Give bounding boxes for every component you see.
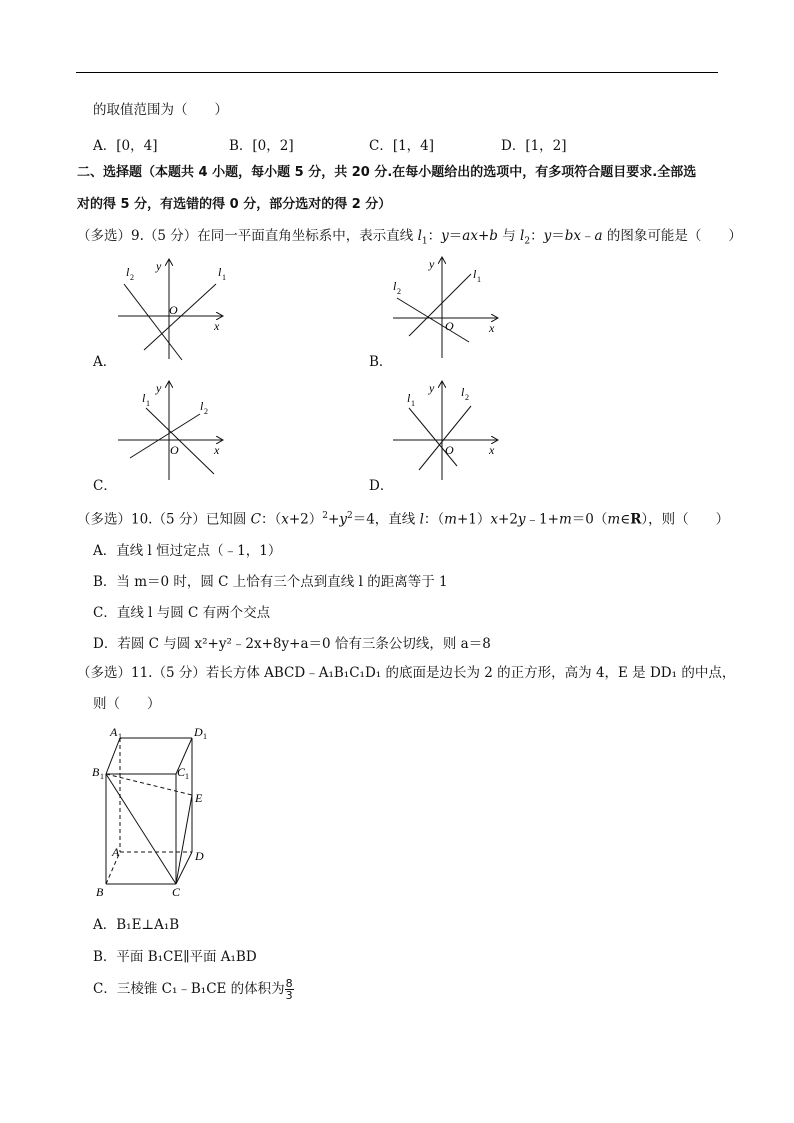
svg-text:l: l xyxy=(126,265,130,279)
svg-text:2: 2 xyxy=(130,273,134,282)
q9-graph-d xyxy=(389,378,509,483)
line-l1 xyxy=(144,284,216,350)
svg-text:E: E xyxy=(195,791,203,805)
svg-text:l: l xyxy=(473,267,477,281)
svg-text:x: x xyxy=(489,443,495,457)
q8-option-d[interactable]: D．[1，2] xyxy=(501,138,567,154)
q8-option-b[interactable]: B．[0，2] xyxy=(229,138,294,154)
svg-text:y: y xyxy=(429,381,435,395)
line-l2 xyxy=(124,284,182,360)
segment-B1C xyxy=(106,774,176,884)
q11-option-c[interactable] xyxy=(93,977,294,1001)
q10-option-d[interactable]: D．若圆 C 与圆 x²+y²﹣2x+8y+a＝0 恰有三条公切线，则 a＝8 xyxy=(93,636,491,652)
q9-option-c[interactable]: C． xyxy=(93,478,117,494)
q9-stem-prefix: （多选）9.（5 分）在同一平面直角坐标系中，表示直线 xyxy=(77,228,418,244)
line-l1 xyxy=(409,274,471,336)
section2-heading-line2: 对的得 5 分，有选错的得 0 分，部分选对的得 2 分） xyxy=(77,197,392,212)
svg-text:y: y xyxy=(156,381,162,395)
q10-option-c[interactable]: C．直线 l 与圆 C 有两个交点 xyxy=(93,605,271,621)
svg-text:1: 1 xyxy=(411,399,415,408)
line-l2 xyxy=(130,414,200,458)
q9-option-b[interactable]: B． xyxy=(369,354,393,370)
q11-stem-line1: （多选）11.（5 分）若长方体 ABCD﹣A₁B₁C₁D₁ 的底面是边长为 2 的正方形，高为 4，E 是 DD₁ 的中点， xyxy=(77,665,736,681)
section2-heading-line1: 二、选择题（本题共 4 小题，每小题 5 分，共 20 分.在每小题给出的选项中，有多项符合题目要求.全部选 xyxy=(77,165,697,180)
svg-text:C: C xyxy=(177,765,186,779)
svg-text:l: l xyxy=(407,391,411,405)
svg-text:l: l xyxy=(393,279,397,293)
q9-graph-a xyxy=(112,254,232,364)
q9-option-d[interactable]: D． xyxy=(369,478,394,494)
svg-text:B: B xyxy=(96,885,104,899)
svg-text:A: A xyxy=(112,845,120,859)
line-l2 xyxy=(419,406,471,470)
svg-text:y: y xyxy=(429,257,435,271)
q9-graph-c xyxy=(112,378,232,483)
q10-stem-prefix: （多选）10.（5 分）已知圆 xyxy=(77,511,251,528)
svg-text:x: x xyxy=(489,321,495,335)
q9-option-a[interactable]: A． xyxy=(93,354,117,370)
cuboid-figure xyxy=(88,722,218,902)
svg-text:2: 2 xyxy=(465,393,469,402)
q11-option-c-text: C．三棱锥 C₁﹣B₁CE 的体积为 xyxy=(93,981,285,997)
svg-text:1: 1 xyxy=(118,732,122,741)
svg-text:1: 1 xyxy=(185,772,189,781)
line-l1 xyxy=(409,408,457,466)
q11-option-b[interactable]: B．平面 B₁CE∥平面 A₁BD xyxy=(93,949,257,965)
q8-option-c[interactable]: C．[1，4] xyxy=(369,138,435,154)
svg-text:O: O xyxy=(170,443,179,457)
svg-text:l: l xyxy=(200,399,204,413)
svg-text:O: O xyxy=(169,303,178,317)
q8-stem-tail: 的取值范围为（ ） xyxy=(93,102,228,118)
svg-text:2: 2 xyxy=(397,287,401,296)
svg-text:A: A xyxy=(110,725,118,739)
svg-text:C: C xyxy=(172,885,181,899)
svg-text:l: l xyxy=(218,265,222,279)
q11-option-a[interactable]: A．B₁E⊥A₁B xyxy=(93,917,180,933)
svg-text:1: 1 xyxy=(203,732,207,741)
fraction-denominator: 3 xyxy=(285,989,293,1002)
q11-stem-line2: 则（ ） xyxy=(93,696,161,712)
svg-text:O: O xyxy=(445,319,454,333)
fraction-8-3 xyxy=(285,978,294,1001)
svg-text:2: 2 xyxy=(204,407,208,416)
svg-text:1: 1 xyxy=(222,273,226,282)
svg-text:1: 1 xyxy=(477,275,481,284)
q10-option-a[interactable]: A．直线 l 恒过定点（﹣1，1） xyxy=(93,543,282,559)
q10-stem: （多选）10.（5 分）已知圆 C：$(x+2)^2+y^2=4$，直线 l：（m+1）x+2y﹣1+m＝0（m∈R），则（ ） xyxy=(77,511,730,528)
svg-text:l: l xyxy=(142,391,146,405)
q9-stem: （多选）9.（5 分）在同一平面直角坐标系中，表示直线 $l_1$：y＝ax+b 与 $l_2$：y＝bx﹣a 的图象可能是（ ） xyxy=(77,228,742,247)
svg-text:D: D xyxy=(194,725,203,739)
svg-text:1: 1 xyxy=(146,399,150,408)
line-l2 xyxy=(397,298,469,342)
svg-text:l: l xyxy=(461,385,465,399)
svg-text:y: y xyxy=(156,259,162,273)
header-rule xyxy=(76,72,718,73)
q8-option-a[interactable]: A．[0，4] xyxy=(93,138,158,154)
svg-text:x: x xyxy=(214,443,220,457)
segment-CE xyxy=(176,795,192,884)
q9-graph-b xyxy=(389,254,509,364)
edge-A1B1 xyxy=(106,738,120,774)
fraction-numerator: 8 xyxy=(285,977,293,990)
svg-text:B: B xyxy=(92,765,100,779)
q10-option-b[interactable]: B．当 m＝0 时，圆 C 上恰有三个点到直线 l 的距离等于 1 xyxy=(93,574,448,590)
svg-text:1: 1 xyxy=(100,772,104,781)
svg-text:D: D xyxy=(195,849,204,863)
svg-text:O: O xyxy=(445,443,454,457)
svg-text:x: x xyxy=(214,319,220,333)
